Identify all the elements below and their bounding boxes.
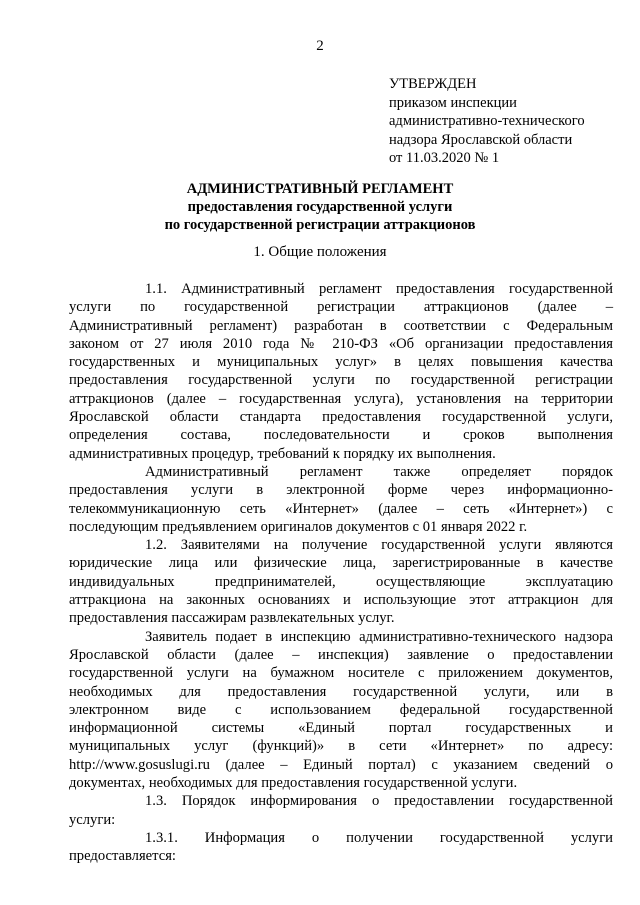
- paragraph: [69, 792, 613, 829]
- text-line: государственной услуги на бумажном носителе с приложением документов,: [69, 665, 613, 682]
- text-line: юридические лица или физические лица, зарегистрированные в качестве: [69, 555, 613, 572]
- text-line: 1.1. Административный регламент предоставления государственной: [145, 281, 613, 297]
- approval-line: надзора Ярославской области: [389, 131, 573, 148]
- paragraph: [69, 463, 613, 536]
- text-line: последующим предъявлением оригиналов документов с 01 января 2022 г.: [69, 518, 528, 535]
- text-line: документах, необходимых для предоставления государственной услуги.: [69, 775, 518, 792]
- text-line: телекоммуникационную сеть «Интернет» (далее – сеть «Интернет») с: [69, 500, 613, 517]
- text-line: услуги по государственной регистрации аттракционов (далее –: [69, 299, 613, 316]
- paragraph: [69, 536, 613, 627]
- text-line: Заявитель подает в инспекцию административно-технического надзора: [145, 628, 613, 645]
- text-line: государственных и муниципальных услуг» в целях повышения качества: [69, 354, 613, 371]
- approval-line: УТВЕРЖДЕН: [389, 76, 477, 92]
- text-line: аттракционов (далее – государственная услуга), установления на территории: [69, 390, 613, 407]
- text-line: административных процедур, требований к порядку их выполнения.: [69, 445, 496, 462]
- text-line: муниципальных услуг (функций)» в сети «Интернет» по адресу:: [69, 738, 613, 755]
- text-line: необходимых для предоставления государственной услуги, или в: [69, 683, 613, 700]
- text-line: 1.2. Заявителями на получение государственной услуги являются: [145, 537, 613, 554]
- text-line: электронном виде с использованием федеральной государственной: [69, 701, 613, 718]
- text-line: предоставления услуги в электронной форме через информационно-: [69, 482, 613, 499]
- section-heading: 1. Общие положения: [253, 244, 387, 260]
- text-line: Ярославской области стандарта предоставления государственной услуги,: [69, 409, 613, 426]
- text-line: 1.3.1. Информация о получении государственной услуги: [145, 829, 613, 846]
- text-line: предоставления пассажирам развлекательных услуг.: [69, 610, 395, 627]
- page-number: 2: [316, 38, 324, 54]
- text-line: аттракциона на законных основаниях и использующие этот аттракцион для: [69, 592, 613, 609]
- paragraph: [69, 628, 613, 793]
- text-line: Ярославской области (далее – инспекция) заявление о предоставлении: [69, 646, 613, 663]
- title-line: АДМИНИСТРАТИВНЫЙ РЕГЛАМЕНТ: [186, 181, 454, 197]
- text-line: информационной системы «Единый портал государственных и: [69, 720, 613, 737]
- approval-stamp: [389, 75, 585, 168]
- text-line: предоставления государственной услуги по государственной регистрации: [69, 372, 613, 389]
- approval-line: административно-технического: [389, 113, 585, 129]
- paragraph: [69, 829, 613, 866]
- text-line: предоставляется:: [69, 848, 176, 865]
- approval-line: приказом инспекции: [389, 94, 517, 111]
- text-line: 1.3. Порядок информирования о предоставлении государственной: [145, 793, 613, 810]
- paragraph: [69, 280, 613, 463]
- approval-line: от 11.03.2020 № 1: [389, 150, 500, 166]
- title-line: предоставления государственной услуги: [187, 199, 453, 215]
- text-line: Административный регламент также определяет порядок: [145, 463, 613, 480]
- text-line: законом от 27 июля 2010 года № 210-ФЗ «Об организации предоставления: [69, 335, 613, 352]
- text-line: индивидуальных предпринимателей, осуществляющие эксплуатацию: [69, 573, 613, 590]
- text-line: Административный регламент) разработан в соответствии с Федеральным: [69, 317, 613, 334]
- document-title: [0, 180, 640, 234]
- text-line: определения состава, последовательности и сроков выполнения: [69, 427, 613, 444]
- title-line: по государственной регистрации аттракционов: [164, 217, 476, 233]
- text-line: http://www.gosuslugi.ru (далее – Единый портал) с указанием сведений о: [69, 756, 613, 773]
- document-body: [69, 280, 613, 866]
- text-line: услуги:: [69, 811, 116, 828]
